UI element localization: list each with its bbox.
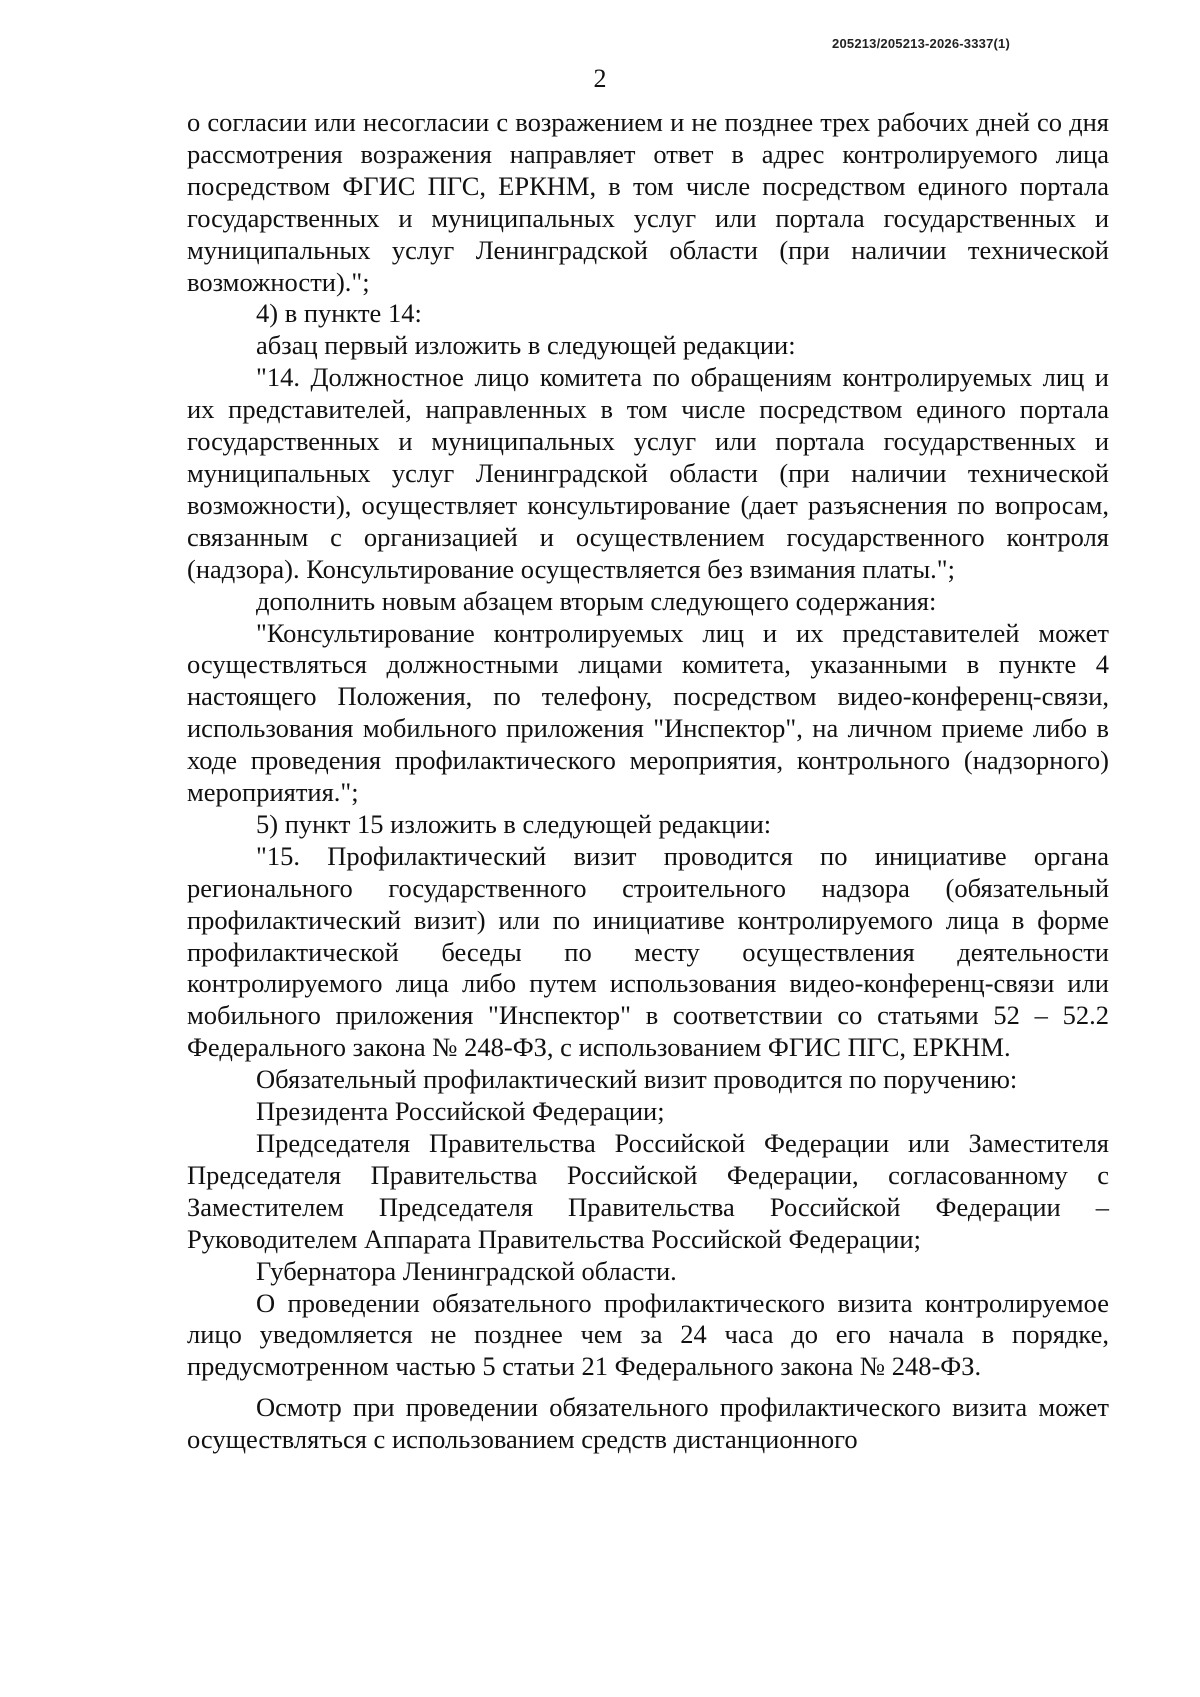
paragraph-inspection: Осмотр при проведении обязательного профилактического визита может осуществляться с использованием средств дистанционного <box>187 1392 1109 1455</box>
page-number: 2 <box>593 64 607 93</box>
document-body <box>187 107 1109 1456</box>
paragraph-add-abzac: дополнить новым абзацем вторым следующего содержания: <box>256 585 937 616</box>
paragraph-president: Президента Российской Федерации; <box>256 1096 665 1127</box>
paragraph-item-5: 5) пункт 15 изложить в следующей редакции: <box>256 808 772 839</box>
paragraph-continuation: о согласии или несогласии с возражением и не позднее трех рабочих дней со дня рассмотрения возражения направляет ответ в адрес контролируемого лица посредством ФГИС ПГС, ЕРКНМ, в том числе посредством единого портала государственных и муниципальных услуг или портала государственных и муниципальных услуг Ленинградской области (при наличии технической возможности)."; <box>187 107 1109 297</box>
paragraph-clause-15: "15. Профилактический визит проводится по инициативе органа регионального государственного строительного надзора (обязательный профилактический визит) или по инициативе контролируемого лица в форме профилактической беседы по месту осуществления деятельности контролируемого лица либо путем использования видео-конференц-связи или мобильного приложения "Инспектор" в соответствии со статьями 52 – 52.2 Федерального закона № 248-ФЗ, с использованием ФГИС ПГС, ЕРКНМ. <box>187 840 1109 1063</box>
paragraph-consulting: "Консультирование контролируемых лиц и их представителей может осуществляться должностными лицами комитета, указанными в пункте 4 настоящего Положения, по телефону, посредством видео-конференц-связи, использования мобильного приложения "Инспектор", на личном приеме либо в ходе проведения профилактического мероприятия, контрольного (надзорного) мероприятия."; <box>187 617 1109 808</box>
paragraph-notification: О проведении обязательного профилактического визита контролируемое лицо уведомляется не позднее чем за 24 часа до его начала в порядке, предусмотренном частью 5 статьи 21 Федерального закона № 248-ФЗ. <box>187 1287 1109 1382</box>
paragraph-clause-14: "14. Должностное лицо комитета по обращениям контролируемых лиц и их представителей, направленных в том числе посредством единого портала государственных и муниципальных услуг или портала государственных и муниципальных услуг Ленинградской области (при наличии технической возможности), осуществляет консультирование (дает разъяснения по вопросам, связанным с организацией и осуществлением государственного контроля (надзора). Консультирование осуществляется без взимания платы."; <box>187 362 1109 584</box>
paragraph-first-abzac: абзац первый изложить в следующей редакции: <box>256 330 796 361</box>
paragraph-chairman: Председателя Правительства Российской Федерации или Заместителя Председателя Правительства Российской Федерации, согласованному с Заместителем Председателя Правительства Российской Федерации – Руководителем Аппарата Правительства Российской Федерации; <box>187 1128 1109 1254</box>
paragraph-mandatory-visit: Обязательный профилактический визит проводится по поручению: <box>256 1064 1018 1095</box>
document-id: 205213/205213-2026-3337(1) <box>832 36 1010 51</box>
paragraph-item-4: 4) в пункте 14: <box>256 298 422 329</box>
paragraph-governor: Губернатора Ленинградской области. <box>256 1255 677 1286</box>
